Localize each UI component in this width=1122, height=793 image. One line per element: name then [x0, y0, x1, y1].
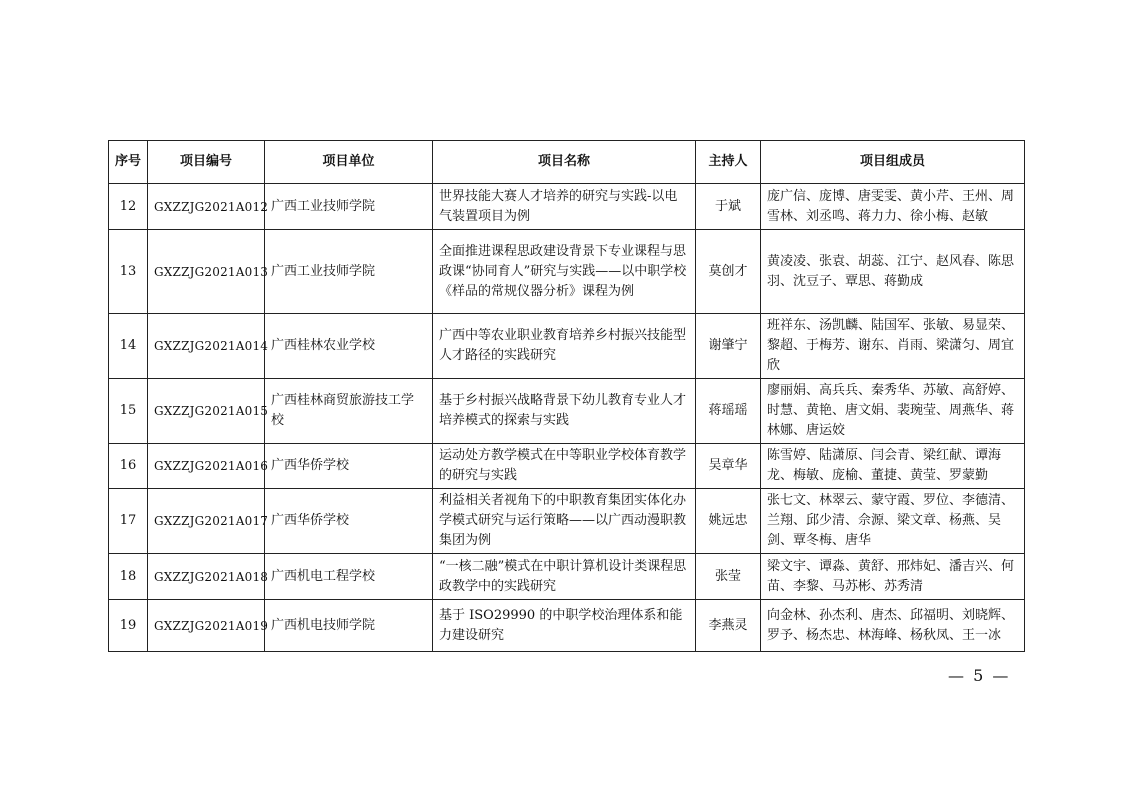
row-seq: 15 [109, 379, 148, 444]
project-table [108, 140, 1025, 652]
row-code: GXZZJG2021A016 [148, 444, 265, 489]
row-unit: 广西工业技师学院 [265, 230, 433, 314]
header-host: 主持人 [696, 141, 761, 184]
row-seq: 19 [109, 600, 148, 652]
table-row [109, 600, 1025, 652]
row-code: GXZZJG2021A017 [148, 489, 265, 554]
table-row [109, 554, 1025, 600]
header-code: 项目编号 [148, 141, 265, 184]
row-host: 谢肇宁 [696, 314, 761, 379]
row-code: GXZZJG2021A012 [148, 184, 265, 230]
row-members: 陈雪婷、陆潇原、闫会青、梁红献、谭海龙、梅敏、庞榆、董捷、黄莹、罗蒙勤 [761, 444, 1025, 489]
row-seq: 13 [109, 230, 148, 314]
row-host: 于斌 [696, 184, 761, 230]
row-unit: 广西桂林商贸旅游技工学校 [265, 379, 433, 444]
row-seq: 18 [109, 554, 148, 600]
row-members: 向金林、孙杰利、唐杰、邱福明、刘晓辉、罗予、杨杰忠、林海峰、杨秋凤、王一冰 [761, 600, 1025, 652]
table-row [109, 379, 1025, 444]
row-host: 张莹 [696, 554, 761, 600]
row-seq: 17 [109, 489, 148, 554]
row-host: 李燕灵 [696, 600, 761, 652]
row-host: 吴章华 [696, 444, 761, 489]
row-seq: 14 [109, 314, 148, 379]
row-name: 全面推进课程思政建设背景下专业课程与思政课“协同育人”研究与实践——以中职学校《样品的常规仪器分析》课程为例 [433, 230, 696, 314]
table-header-row [109, 141, 1025, 184]
row-code: GXZZJG2021A013 [148, 230, 265, 314]
row-unit: 广西华侨学校 [265, 444, 433, 489]
header-name: 项目名称 [433, 141, 696, 184]
row-name: 运动处方教学模式在中等职业学校体育教学的研究与实践 [433, 444, 696, 489]
row-name: 世界技能大赛人才培养的研究与实践-以电气装置项目为例 [433, 184, 696, 230]
table-row [109, 489, 1025, 554]
table-row [109, 314, 1025, 379]
row-members: 黄凌凌、张袁、胡蕊、江宁、赵风春、陈思羽、沈豆子、覃思、蒋勤成 [761, 230, 1025, 314]
row-name: “一核二融”模式在中职计算机设计类课程思政教学中的实践研究 [433, 554, 696, 600]
row-code: GXZZJG2021A018 [148, 554, 265, 600]
row-members: 梁文宇、谭淼、黄舒、邢炜妃、潘吉兴、何苗、李黎、马苏彬、苏秀清 [761, 554, 1025, 600]
header-members: 项目组成员 [761, 141, 1025, 184]
row-members: 廖丽娟、高兵兵、秦秀华、苏敏、高舒婷、时慧、黄艳、唐文娟、裴琬莹、周燕华、蒋林娜、唐运姣 [761, 379, 1025, 444]
table-row [109, 230, 1025, 314]
table-row [109, 184, 1025, 230]
row-host: 莫创才 [696, 230, 761, 314]
row-unit: 广西机电工程学校 [265, 554, 433, 600]
table-row [109, 444, 1025, 489]
header-seq: 序号 [109, 141, 148, 184]
row-unit: 广西机电技师学院 [265, 600, 433, 652]
row-unit: 广西华侨学校 [265, 489, 433, 554]
row-seq: 12 [109, 184, 148, 230]
page-number: — 5 — [948, 666, 1011, 685]
row-code: GXZZJG2021A015 [148, 379, 265, 444]
row-members: 班祥东、汤凯麟、陆国军、张敏、易显荣、黎超、于梅芳、谢东、肖雨、梁潇匀、周宜欣 [761, 314, 1025, 379]
row-host: 蒋瑶瑶 [696, 379, 761, 444]
header-unit: 项目单位 [265, 141, 433, 184]
row-code: GXZZJG2021A019 [148, 600, 265, 652]
row-members: 张七文、林翠云、蒙守霞、罗位、李德清、兰翔、邱少清、佘源、梁文章、杨燕、吴剑、覃冬梅、唐华 [761, 489, 1025, 554]
row-seq: 16 [109, 444, 148, 489]
row-host: 姚远忠 [696, 489, 761, 554]
row-name: 基于乡村振兴战略背景下幼儿教育专业人才培养模式的探索与实践 [433, 379, 696, 444]
row-members: 庞广信、庞博、唐雯雯、黄小芹、王州、周雪林、刘丞鸣、蒋力力、徐小梅、赵敏 [761, 184, 1025, 230]
row-unit: 广西工业技师学院 [265, 184, 433, 230]
row-name: 基于 ISO29990 的中职学校治理体系和能力建设研究 [433, 600, 696, 652]
row-code: GXZZJG2021A014 [148, 314, 265, 379]
row-unit: 广西桂林农业学校 [265, 314, 433, 379]
row-name: 广西中等农业职业教育培养乡村振兴技能型人才路径的实践研究 [433, 314, 696, 379]
row-name: 利益相关者视角下的中职教育集团实体化办学模式研究与运行策略——以广西动漫职教集团为例 [433, 489, 696, 554]
